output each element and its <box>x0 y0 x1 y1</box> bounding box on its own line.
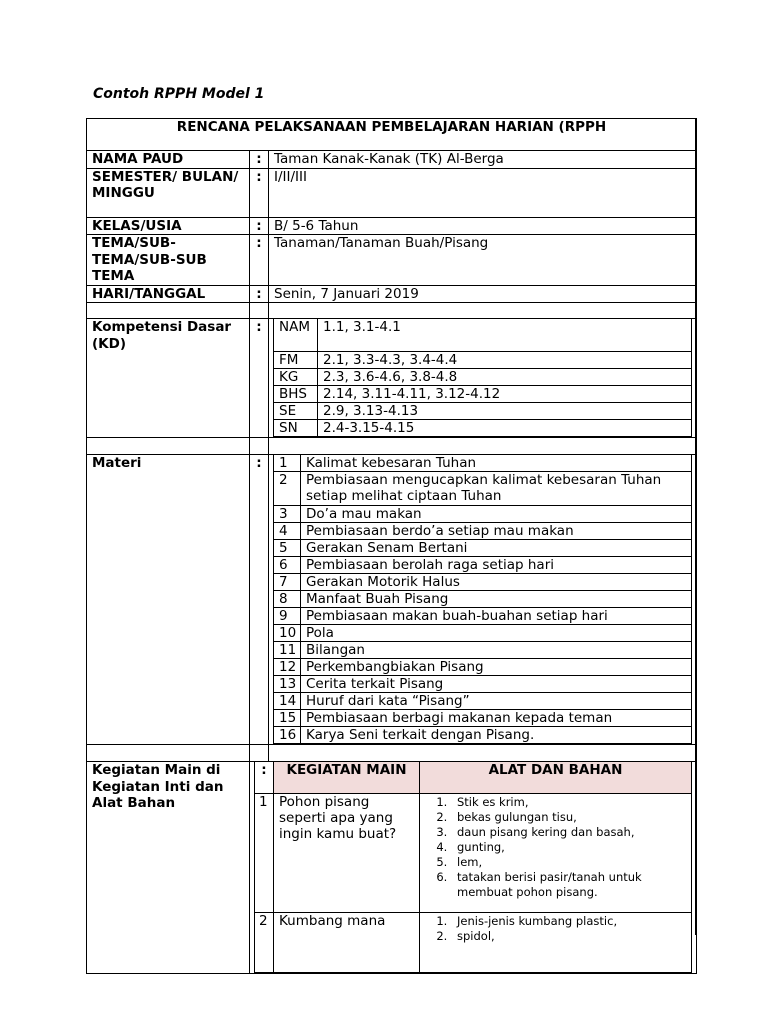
kegiatan-header-row <box>255 762 692 794</box>
alat-bahan-item: 5. lem, <box>451 855 686 870</box>
kelas-value: B/ 5-6 Tahun <box>269 217 697 235</box>
materi-number: 6 <box>274 557 301 574</box>
colon: : <box>250 285 269 303</box>
kegiatan-label: Kegiatan Main di Kegiatan Inti dan Alat Bahan <box>87 762 250 974</box>
spacer-row <box>87 303 697 319</box>
empty-cell <box>250 438 269 455</box>
alat-bahan-item: 6. tatakan berisi pasir/tanah untuk membuat pohon pisang. <box>451 870 686 900</box>
materi-item <box>274 472 692 506</box>
alat-bahan-cell <box>420 913 692 973</box>
spacer-row <box>87 438 697 455</box>
kd-row-item <box>274 352 692 369</box>
materi-subtable <box>273 454 692 744</box>
empty-cell <box>250 303 269 319</box>
alat-bahan-item: 1. Jenis-jenis kumbang plastic, <box>451 914 686 929</box>
materi-item <box>274 540 692 557</box>
empty-cell <box>269 438 697 455</box>
empty-cell <box>87 438 250 455</box>
kd-row-item <box>274 369 692 386</box>
empty-cell <box>87 303 250 319</box>
kelas-label: KELAS/USIA <box>87 217 250 235</box>
kd-row-item <box>274 403 692 420</box>
kegiatan-main-text: Kumbang mana <box>274 913 420 973</box>
kd-code: FM <box>274 352 318 369</box>
alat-bahan-header: ALAT DAN BAHAN <box>420 762 692 794</box>
materi-item <box>274 710 692 727</box>
materi-item <box>274 557 692 574</box>
spacer-row <box>87 745 697 762</box>
materi-item <box>274 727 692 744</box>
materi-number: 11 <box>274 642 301 659</box>
materi-number: 12 <box>274 659 301 676</box>
materi-number: 8 <box>274 591 301 608</box>
colon: : <box>255 762 274 794</box>
empty-cell <box>269 745 697 762</box>
materi-text: Bilangan <box>301 642 692 659</box>
materi-item <box>274 574 692 591</box>
kegiatan-item <box>255 794 692 913</box>
materi-text: Cerita terkait Pisang <box>301 676 692 693</box>
tema-row <box>87 235 697 286</box>
materi-number: 2 <box>274 472 301 506</box>
materi-item <box>274 642 692 659</box>
kegiatan-main-text: Pohon pisang seperti apa yang ingin kamu buat? <box>274 794 420 913</box>
materi-item <box>274 591 692 608</box>
materi-text: Huruf dari kata “Pisang” <box>301 693 692 710</box>
materi-values <box>269 455 697 745</box>
materi-item <box>274 523 692 540</box>
kd-row-item <box>274 420 692 437</box>
materi-text: Pembiasaan mengucapkan kalimat kebesaran Tuhan setiap melihat ciptaan Tuhan <box>301 472 692 506</box>
alat-bahan-list <box>425 914 686 944</box>
kd-values <box>269 319 697 438</box>
nama-label: NAMA PAUD <box>87 151 250 169</box>
colon: : <box>250 151 269 169</box>
kegiatan-number: 1 <box>255 794 274 913</box>
kegiatan-main-header: KEGIATAN MAIN <box>274 762 420 794</box>
hari-value: Senin, 7 Januari 2019 <box>269 285 697 303</box>
tema-label: TEMA/SUB-TEMA/SUB-SUB TEMA <box>87 235 250 286</box>
alat-bahan-list <box>425 795 686 900</box>
materi-text: Gerakan Senam Bertani <box>301 540 692 557</box>
materi-text: Manfaat Buah Pisang <box>301 591 692 608</box>
materi-item <box>274 455 692 472</box>
kd-subtable <box>273 318 692 437</box>
materi-row <box>87 455 697 745</box>
kd-code: NAM <box>274 319 318 352</box>
kd-label: Kompetensi Dasar (KD) <box>87 319 250 438</box>
rpph-table-frame <box>86 118 696 943</box>
materi-text: Pembiasaan berbagi makanan kepada teman <box>301 710 692 727</box>
kelas-row <box>87 217 697 235</box>
kd-value: 2.9, 3.13-4.13 <box>318 403 692 420</box>
empty-cell <box>87 745 250 762</box>
materi-number: 13 <box>274 676 301 693</box>
materi-number: 9 <box>274 608 301 625</box>
rpph-table <box>86 118 697 974</box>
materi-number: 4 <box>274 523 301 540</box>
materi-text: Pembiasaan makan buah-buahan setiap hari <box>301 608 692 625</box>
semester-row <box>87 168 697 217</box>
kd-code: BHS <box>274 386 318 403</box>
materi-number: 15 <box>274 710 301 727</box>
kegiatan-values <box>250 762 697 974</box>
kd-row-item <box>274 386 692 403</box>
alat-bahan-item: 2. spidol, <box>451 929 686 944</box>
materi-number: 16 <box>274 727 301 744</box>
document-title: Contoh RPPH Model 1 <box>93 86 265 102</box>
hari-row <box>87 285 697 303</box>
materi-label: Materi <box>87 455 250 745</box>
alat-bahan-item: 4. gunting, <box>451 840 686 855</box>
kd-code: KG <box>274 369 318 386</box>
materi-item <box>274 625 692 642</box>
materi-text: Pola <box>301 625 692 642</box>
alat-bahan-item: 2. bekas gulungan tisu, <box>451 810 686 825</box>
materi-item <box>274 659 692 676</box>
colon: : <box>250 319 269 438</box>
empty-cell <box>250 745 269 762</box>
materi-number: 7 <box>274 574 301 591</box>
materi-text: Do’a mau makan <box>301 506 692 523</box>
materi-number: 10 <box>274 625 301 642</box>
materi-number: 1 <box>274 455 301 472</box>
alat-bahan-item: 3. daun pisang kering dan basah, <box>451 825 686 840</box>
kd-value: 2.14, 3.11-4.11, 3.12-4.12 <box>318 386 692 403</box>
materi-text: Karya Seni terkait dengan Pisang. <box>301 727 692 744</box>
materi-item <box>274 693 692 710</box>
hari-label: HARI/TANGGAL <box>87 285 250 303</box>
kegiatan-item <box>255 913 692 973</box>
tema-value: Tanaman/Tanaman Buah/Pisang <box>269 235 697 286</box>
materi-item <box>274 676 692 693</box>
materi-text: Perkembangbiakan Pisang <box>301 659 692 676</box>
kd-value: 2.1, 3.3-4.3, 3.4-4.4 <box>318 352 692 369</box>
materi-number: 14 <box>274 693 301 710</box>
header-row <box>87 119 697 151</box>
kd-code: SE <box>274 403 318 420</box>
materi-text: Kalimat kebesaran Tuhan <box>301 455 692 472</box>
materi-text: Gerakan Motorik Halus <box>301 574 692 591</box>
colon: : <box>250 455 269 745</box>
kegiatan-row <box>87 762 697 974</box>
materi-number: 5 <box>274 540 301 557</box>
kd-row-item <box>274 319 692 352</box>
materi-text: Pembiasaan berdo’a setiap mau makan <box>301 523 692 540</box>
semester-label: SEMESTER/ BULAN/ MINGGU <box>87 168 250 217</box>
kd-value: 1.1, 3.1-4.1 <box>318 319 692 352</box>
kd-value: 2.4-3.15-4.15 <box>318 420 692 437</box>
nama-value: Taman Kanak-Kanak (TK) Al-Berga <box>269 151 697 169</box>
materi-number: 3 <box>274 506 301 523</box>
kegiatan-number: 2 <box>255 913 274 973</box>
kd-row <box>87 319 697 438</box>
alat-bahan-item: 1. Stik es krim, <box>451 795 686 810</box>
kd-code: SN <box>274 420 318 437</box>
colon: : <box>250 217 269 235</box>
empty-cell <box>269 303 697 319</box>
colon: : <box>250 168 269 217</box>
semester-value: I/II/III <box>269 168 697 217</box>
nama-row <box>87 151 697 169</box>
colon: : <box>250 235 269 286</box>
materi-text: Pembiasaan berolah raga setiap hari <box>301 557 692 574</box>
kegiatan-subtable <box>254 761 692 973</box>
materi-item <box>274 608 692 625</box>
materi-item <box>274 506 692 523</box>
alat-bahan-cell <box>420 794 692 913</box>
kd-value: 2.3, 3.6-4.6, 3.8-4.8 <box>318 369 692 386</box>
rpph-header: RENCANA PELAKSANAAN PEMBELAJARAN HARIAN (RPPH <box>87 119 697 151</box>
